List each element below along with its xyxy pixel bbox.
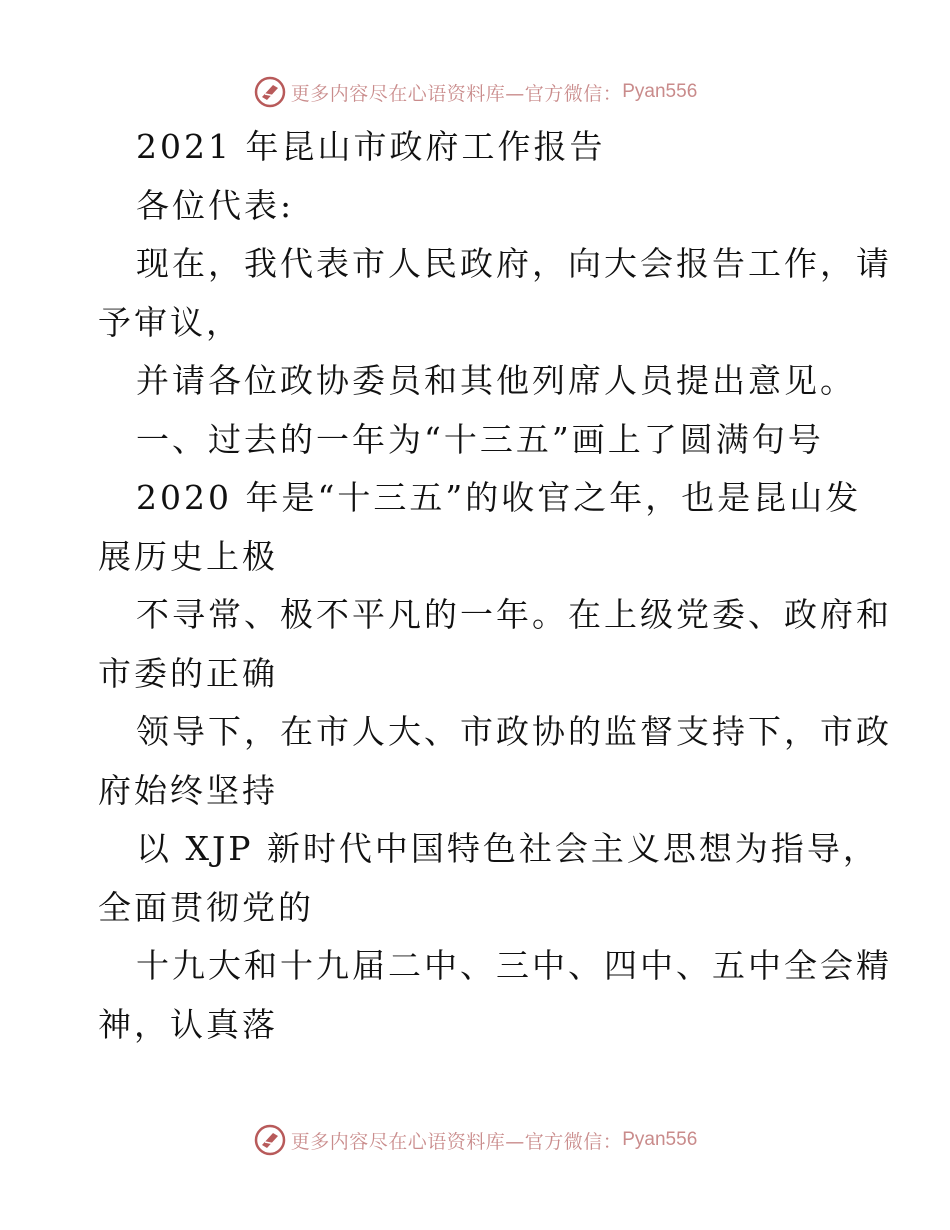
document-line: 2021 年昆山市政府工作报告 <box>136 127 606 166</box>
document-body <box>98 118 892 1054</box>
document-line: 现在，我代表市人民政府，向大会报告工作，请 <box>136 244 892 283</box>
document-line: 展历史上极 <box>98 536 278 576</box>
watermark-text: 更多内容尽在心语资料库—官方微信： <box>290 82 623 105</box>
document-line: 市委的正确 <box>98 653 278 693</box>
document-line: 十九大和十九届二中、三中、四中、五中全会精 <box>136 946 892 985</box>
watermark-handle: Pyan556 <box>622 1129 698 1150</box>
watermark-handle: Pyan556 <box>622 81 698 102</box>
document-line: 领导下，在市人大、市政协的监督支持下，市政 <box>136 712 892 751</box>
watermark-banner-bottom <box>0 1120 950 1160</box>
seal-logo-icon <box>253 1123 287 1157</box>
document-line: 府始终坚持 <box>98 770 278 810</box>
watermark-text: 更多内容尽在心语资料库—官方微信： <box>290 1130 623 1153</box>
seal-logo-icon <box>253 75 287 109</box>
document-line: 2020 年是“十三五”的收官之年，也是昆山发 <box>136 478 862 517</box>
document-line: 不寻常、极不平凡的一年。在上级党委、政府和 <box>136 595 892 634</box>
document-line: 神，认真落 <box>98 1004 278 1044</box>
document-line: 全面贯彻党的 <box>98 887 314 927</box>
document-line: 一、过去的一年为“十三五”画上了圆满句号 <box>136 419 824 459</box>
document-line: 予审议， <box>98 302 242 342</box>
document-line: 以 XJP 新时代中国特色社会主义思想为指导， <box>136 829 879 868</box>
document-line: 并请各位政协委员和其他列席人员提出意见。 <box>136 361 856 400</box>
document-line: 各位代表: <box>136 185 295 225</box>
watermark-banner-top <box>0 72 950 112</box>
